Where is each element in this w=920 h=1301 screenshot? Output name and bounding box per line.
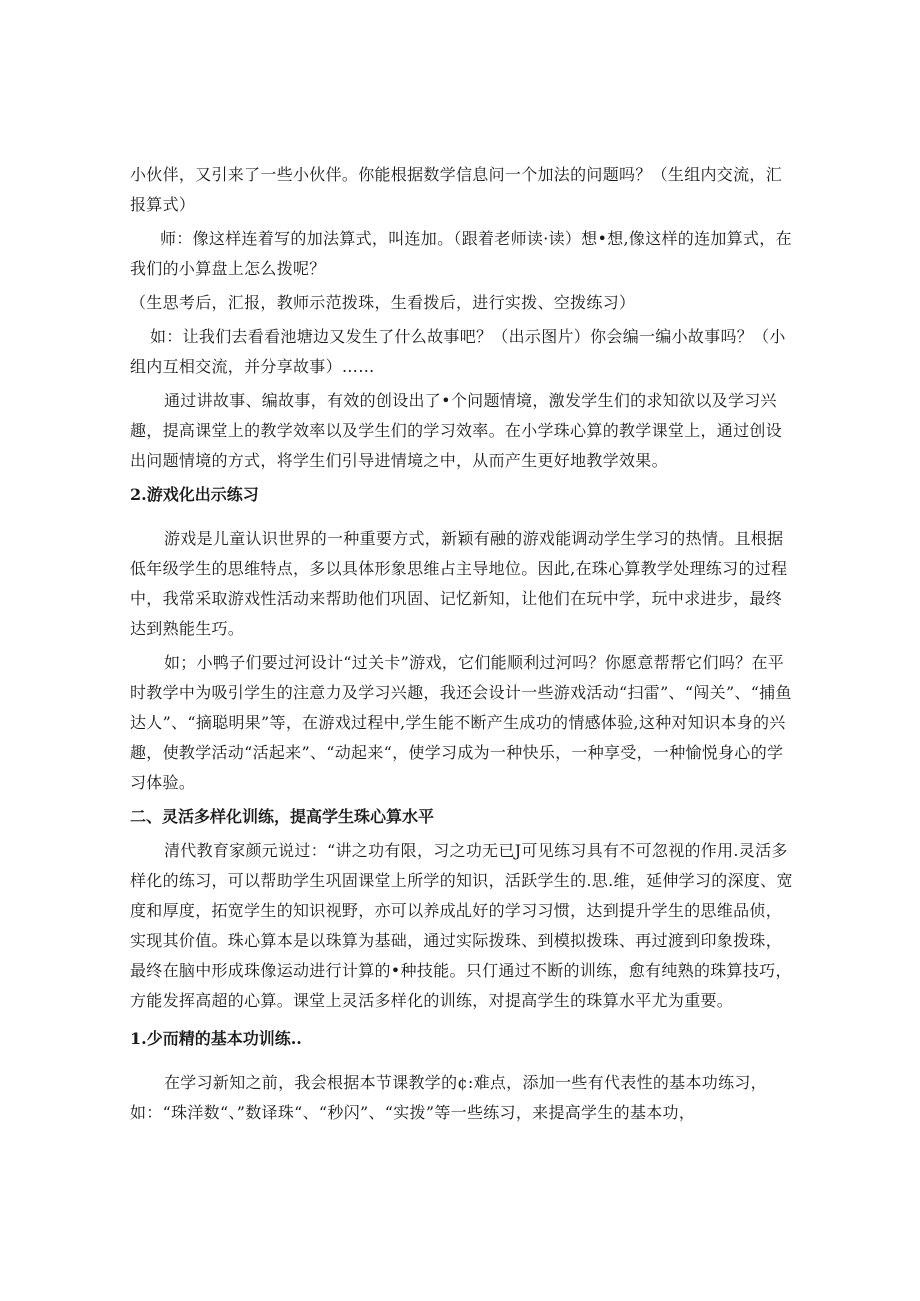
- paragraph-basic-skill-practice: 在学习新知之前，我会根据本节课教学的¢:难点，添加一些有代表性的基本功练习，如：“珠洋数“、”数译珠“、“秒闪”、“实拨”等一些练习，来提高学生的基本功，: [130, 1073, 767, 1122]
- section-heading-game-practice: 2.游戏化出示练习: [130, 485, 259, 504]
- paragraph-pond-story: 如：让我们去看看池塘边又发生了什么故事吧？（出示图片）你会编一编小故事吗？（小组内互相交流，并分享故事）……: [130, 327, 786, 376]
- paragraph-game-importance: 游戏是儿童认识世界的一种重要方式，新颖有融的游戏能调动学生学习的热情。且根据低年级学生的思维特点，多以具体形象思维占主导地位。因此,在珠心算教学处理练习的过程中，我常采取游戏性活动来帮助他们巩固、记忆新知，让他们在玩中学，玩中求进步，最终达到熟能生巧。: [130, 529, 788, 638]
- paragraph-student-practice: （生思考后，汇报，教师示范拨珠，生看拨后，进行实拨、空拨练习）: [130, 293, 636, 312]
- section-heading-basic-skills: 1.少而精的基本功训练..: [130, 1029, 302, 1048]
- paragraph-game-examples: 如；小鸭子们要过河设计“过关卡”游戏，它们能顺利过河吗？你愿意帮帮它们吗？在平时教学中为吸引学生的注意力及学习兴趣，我还会设计一些游戏活动“扫雷”、“闯关”、“捕鱼达人”、“摘聪明果”等，在游戏过程中,学生能不断产生成功的情感体验,这种对知识本身的兴趣，使教学活动“活起来”、“动起来“，使学习成为一种快乐，一种享受，一种愉悦身心的学习体验。: [130, 653, 792, 792]
- paragraph-yan-yuan-quote: 清代教育家颜元说过：“讲之功有限，习之功无已J可见练习具有不可忽视的作用.灵活多样化的练习，可以帮助学生巩固课堂上所学的知识，活跃学生的.思.维，延伸学习的深度、宽度和厚度，拓宽学生的知识视野，亦可以养成乩好的学习习惯，达到提升学生的思维品侦，实现其价值。珠心算本是以珠算为基础，通过实际拨珠、到模拟拨珠、再过渡到印象拨珠，最终在脑中形成珠像运动进行计算的•种技能。只仃通过不断的训练，愈有纯熟的珠算技巧，方能发挥高超的心算。课堂上灵活多样化的训练，对提高学生的珠算水平尤为重要。: [130, 841, 793, 1010]
- paragraph-story-summary: 通过讲故事、编故事，有效的创设出了•个问题情境，激发学生们的求知欲以及学习兴趣，提高课堂上的教学效率以及学生们的学习效率。在小学珠心算的教学课堂上，通过创设出问题情境的方式，将学生们引导进情境之中，从而产生更好地教学效果。: [130, 391, 783, 470]
- section-heading-flexible-training: 二、灵活多样化训练，提高学生珠心算水平: [130, 807, 435, 826]
- paragraph-addition-question: 小伙伴，又引来了一些小伙伴。你能根据数学信息问一个加法的问题吗？（生组内交流，汇报算式）: [130, 165, 783, 214]
- document-page: [130, 160, 798, 1128]
- paragraph-teacher-continuous-addition: 师：像这样连着写的加法算式，叫连加。（跟着老师读·读）想•想,像这样的连加算式，在我们的小算盘上怎么拨呢？: [130, 229, 792, 278]
